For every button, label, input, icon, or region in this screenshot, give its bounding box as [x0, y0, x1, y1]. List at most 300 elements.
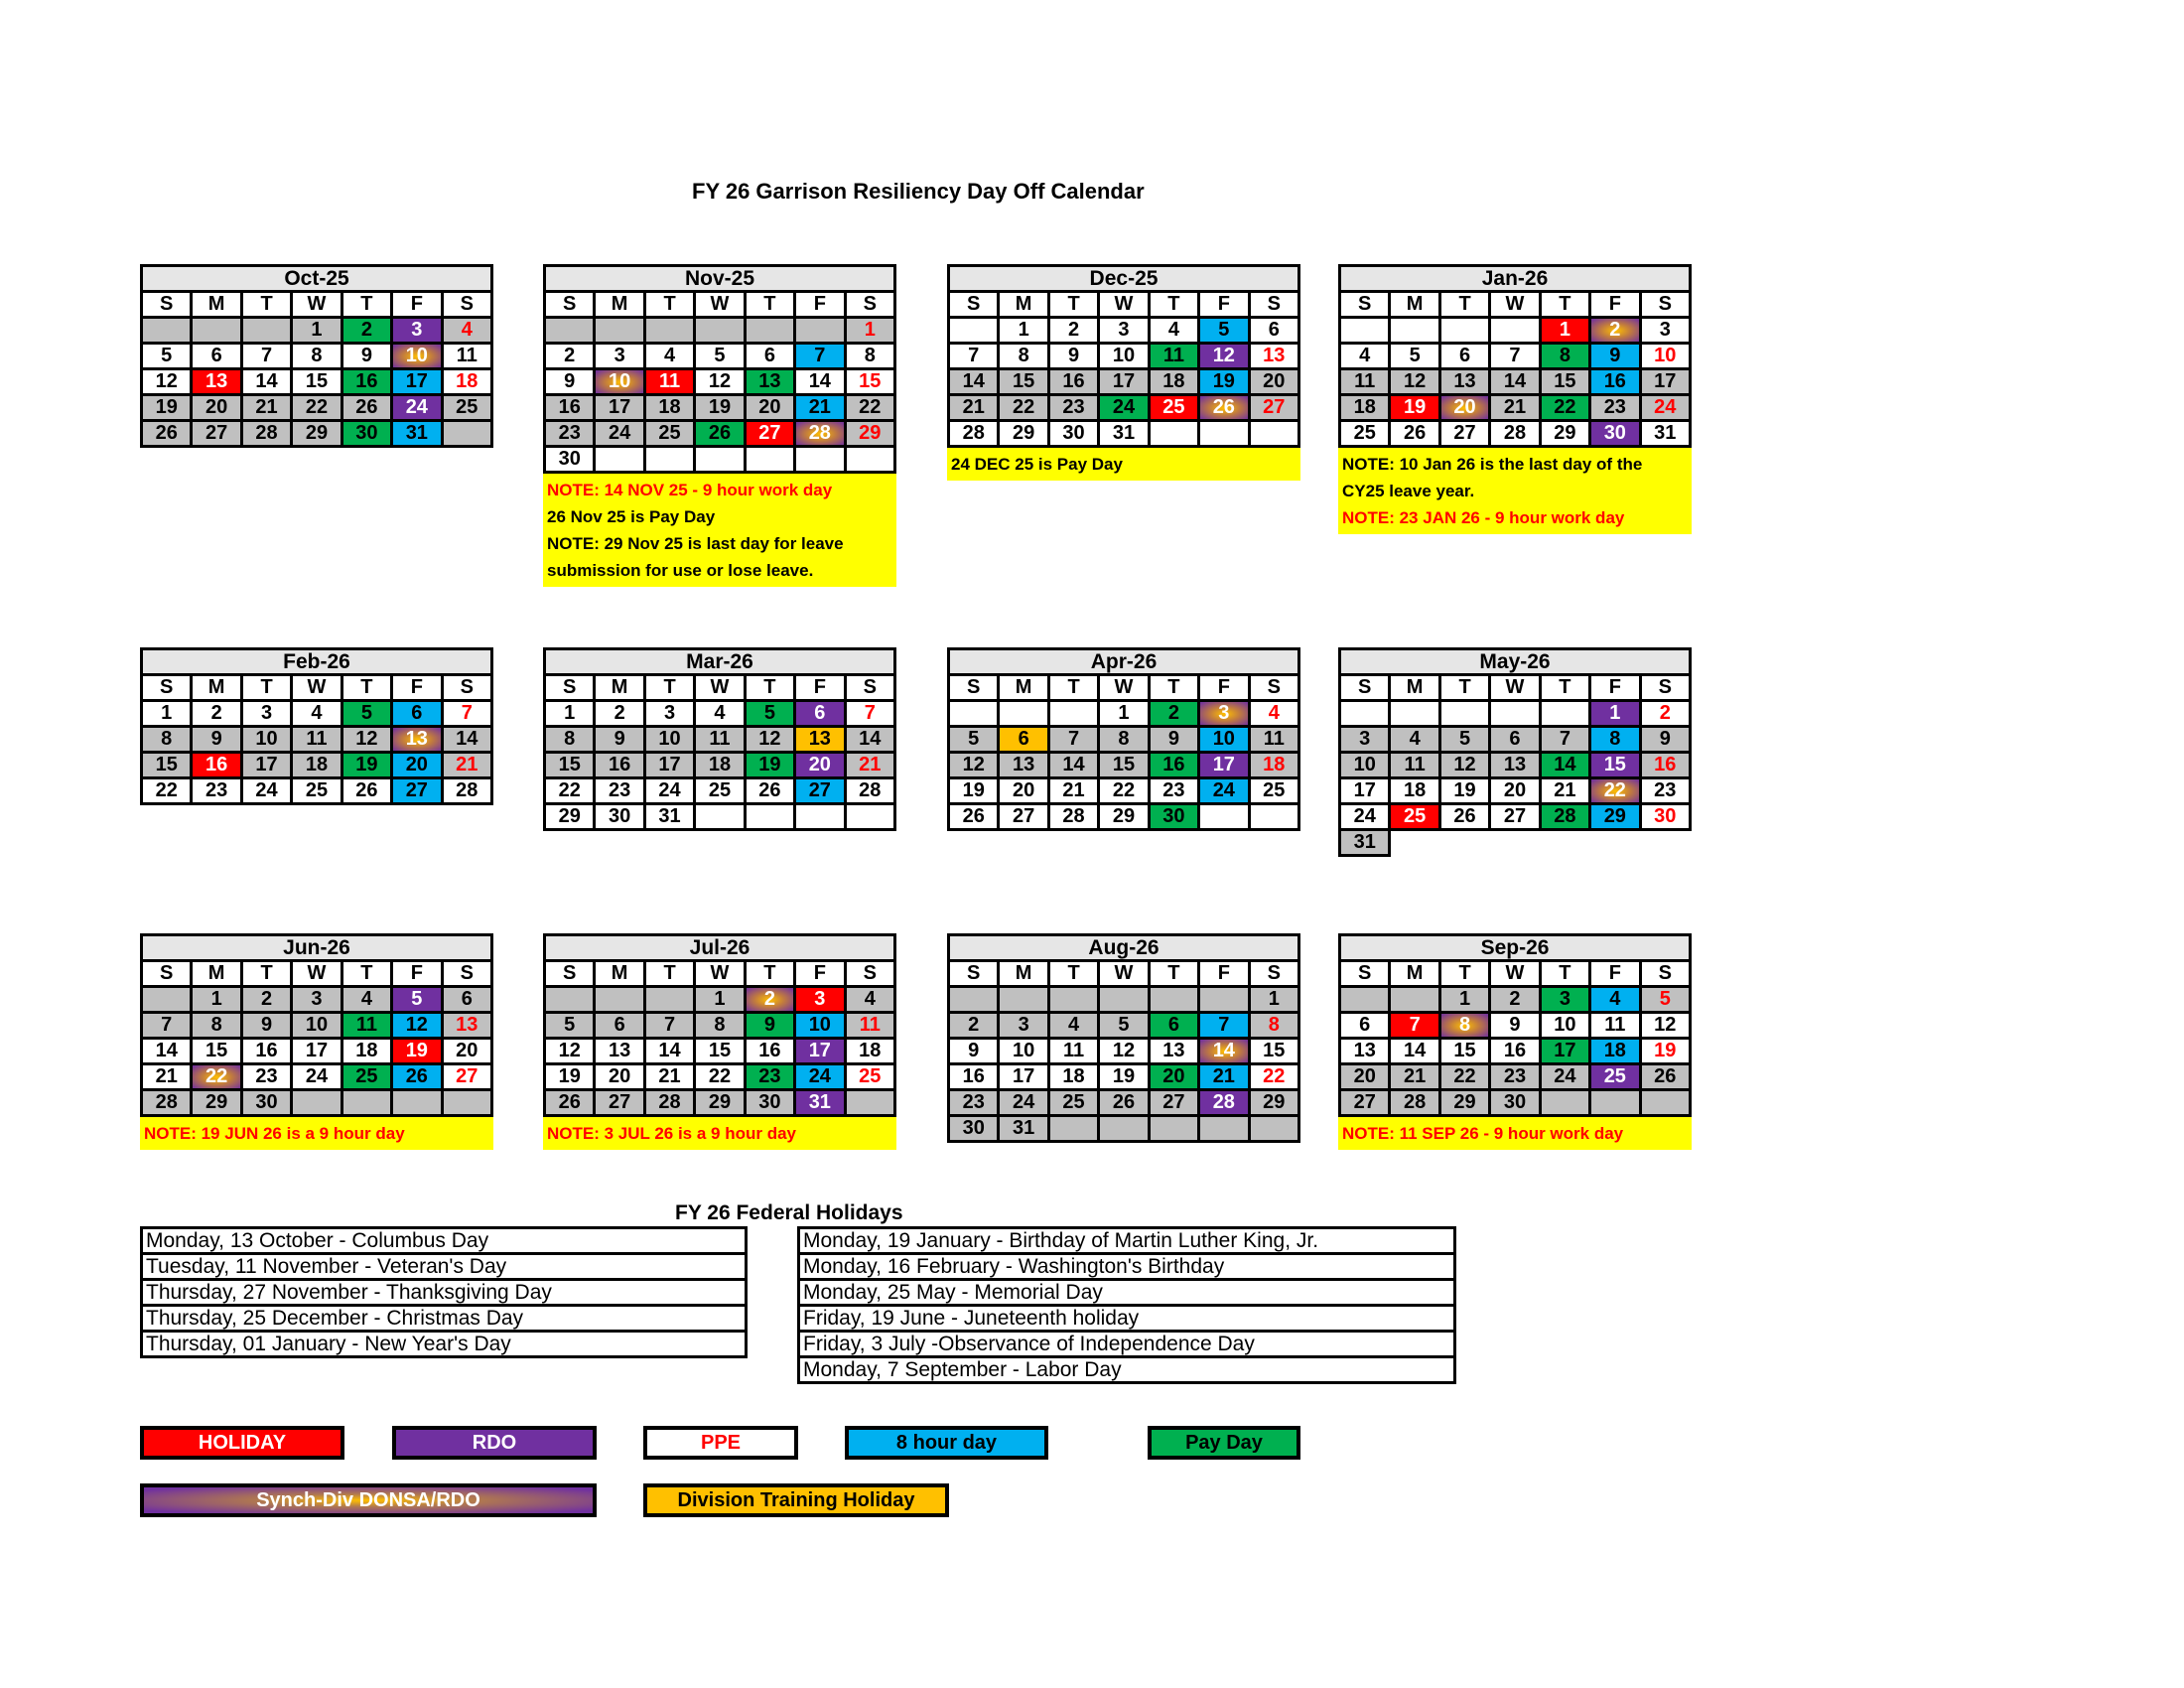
day-cell: 28 [1199, 1090, 1249, 1116]
day-cell: 16 [192, 753, 241, 778]
day-cell: 14 [795, 369, 845, 395]
month-note [1338, 1117, 1692, 1150]
weekday-label: S [545, 292, 595, 318]
day-cell: 20 [745, 395, 794, 421]
day-cell: 6 [442, 987, 491, 1013]
day-cell: 28 [644, 1090, 694, 1116]
day-cell: 5 [545, 1013, 595, 1039]
day-cell [1390, 701, 1439, 727]
note-line: 26 Nov 25 is Pay Day [547, 507, 716, 526]
day-cell: 4 [1340, 344, 1390, 369]
day-cell: 18 [1590, 1039, 1640, 1064]
holidays-table-right [797, 1226, 1456, 1384]
weekday-label: S [949, 292, 999, 318]
day-cell: 22 [999, 395, 1048, 421]
day-cell: 23 [595, 778, 644, 804]
day-cell: 24 [795, 1064, 845, 1090]
day-cell: 8 [545, 727, 595, 753]
day-cell: 16 [745, 1039, 794, 1064]
weekday-label: S [1249, 292, 1298, 318]
day-cell: 18 [1390, 778, 1439, 804]
month-header: Mar-26 [545, 649, 895, 675]
day-cell: 20 [442, 1039, 491, 1064]
day-cell: 4 [341, 987, 391, 1013]
day-cell: 16 [1590, 369, 1640, 395]
day-cell: 30 [1590, 421, 1640, 447]
day-cell [745, 447, 794, 473]
day-cell: 29 [545, 804, 595, 830]
day-cell: 7 [1490, 344, 1540, 369]
weekday-label: M [1390, 961, 1439, 987]
day-cell [1149, 987, 1198, 1013]
month-calendar [1338, 264, 1692, 534]
day-cell: 3 [392, 318, 442, 344]
day-cell: 24 [1099, 395, 1149, 421]
day-cell [745, 318, 794, 344]
day-cell: 8 [1540, 344, 1589, 369]
weekday-label: S [442, 961, 491, 987]
day-cell: 1 [695, 987, 745, 1013]
day-cell [392, 1090, 442, 1116]
weekday-label: W [292, 675, 341, 701]
day-cell: 3 [795, 987, 845, 1013]
day-cell: 5 [1439, 727, 1489, 753]
day-cell: 8 [845, 344, 894, 369]
day-cell [1540, 1090, 1589, 1116]
day-cell: 5 [341, 701, 391, 727]
day-cell: 22 [142, 778, 192, 804]
month-note [543, 474, 896, 587]
day-cell [1149, 421, 1198, 447]
day-cell [644, 447, 694, 473]
day-cell: 6 [1340, 1013, 1390, 1039]
day-cell: 30 [949, 1116, 999, 1142]
day-cell [1099, 1116, 1149, 1142]
day-cell: 27 [1439, 421, 1489, 447]
day-cell: 5 [949, 727, 999, 753]
day-cell: 6 [1249, 318, 1298, 344]
day-cell: 26 [341, 395, 391, 421]
day-cell: 14 [1199, 1039, 1249, 1064]
day-cell [1340, 318, 1390, 344]
day-cell [1590, 1090, 1640, 1116]
day-cell: 8 [1099, 727, 1149, 753]
day-cell: 9 [1048, 344, 1098, 369]
holiday-row: Thursday, 27 November - Thanksgiving Day [142, 1280, 747, 1306]
day-cell: 11 [341, 1013, 391, 1039]
day-cell: 11 [1340, 369, 1390, 395]
day-cell: 27 [1340, 1090, 1390, 1116]
day-cell [1199, 987, 1249, 1013]
day-cell: 7 [644, 1013, 694, 1039]
weekday-label: S [1640, 961, 1690, 987]
weekday-label: M [595, 675, 644, 701]
day-cell [595, 318, 644, 344]
day-cell: 29 [292, 421, 341, 447]
weekday-label: T [745, 961, 794, 987]
note-line: NOTE: 29 Nov 25 is last day for leave submission for use or lose leave. [547, 534, 844, 580]
day-cell [1149, 1116, 1198, 1142]
month-header: Dec-25 [949, 266, 1299, 292]
day-cell [1340, 987, 1390, 1013]
day-cell: 8 [1249, 1013, 1298, 1039]
day-cell [142, 987, 192, 1013]
month-header: Feb-26 [142, 649, 492, 675]
day-cell: 30 [1048, 421, 1098, 447]
day-cell: 16 [341, 369, 391, 395]
day-cell [545, 987, 595, 1013]
day-cell: 13 [999, 753, 1048, 778]
day-cell [1048, 987, 1098, 1013]
day-cell: 24 [292, 1064, 341, 1090]
day-cell: 20 [999, 778, 1048, 804]
day-cell [1249, 804, 1298, 830]
day-cell [795, 447, 845, 473]
day-cell: 16 [1640, 753, 1690, 778]
day-cell: 17 [795, 1039, 845, 1064]
weekday-label: T [644, 675, 694, 701]
day-cell: 12 [745, 727, 794, 753]
day-cell: 22 [695, 1064, 745, 1090]
weekday-label: T [1439, 292, 1489, 318]
day-cell: 31 [1099, 421, 1149, 447]
day-cell: 18 [1249, 753, 1298, 778]
day-cell: 19 [1099, 1064, 1149, 1090]
month-header: Jan-26 [1340, 266, 1691, 292]
day-cell: 9 [745, 1013, 794, 1039]
day-cell: 26 [142, 421, 192, 447]
day-cell: 4 [1590, 987, 1640, 1013]
day-cell: 14 [142, 1039, 192, 1064]
day-cell [999, 701, 1048, 727]
day-cell: 8 [1590, 727, 1640, 753]
day-cell: 7 [1390, 1013, 1439, 1039]
day-cell: 27 [1149, 1090, 1198, 1116]
day-cell: 20 [1249, 369, 1298, 395]
weekday-label: F [795, 675, 845, 701]
weekday-label: T [1540, 292, 1589, 318]
day-cell: 24 [1540, 1064, 1589, 1090]
day-cell: 11 [1249, 727, 1298, 753]
weekday-label: S [1640, 675, 1690, 701]
day-cell: 26 [341, 778, 391, 804]
day-cell: 29 [192, 1090, 241, 1116]
weekday-label: T [1048, 961, 1098, 987]
day-cell: 9 [1590, 344, 1640, 369]
day-cell: 16 [595, 753, 644, 778]
weekday-label: W [695, 292, 745, 318]
weekday-label: S [545, 675, 595, 701]
day-cell: 7 [442, 701, 491, 727]
day-cell [442, 421, 491, 447]
holiday-row: Friday, 19 June - Juneteenth holiday [799, 1306, 1455, 1332]
day-cell: 7 [241, 344, 291, 369]
month-calendar [140, 264, 493, 448]
day-cell: 1 [1249, 987, 1298, 1013]
day-cell: 23 [1048, 395, 1098, 421]
day-cell: 31 [392, 421, 442, 447]
note-line: NOTE: 10 Jan 26 is the last day of the CY25 leave year. [1342, 455, 1643, 500]
day-cell: 29 [999, 421, 1048, 447]
day-cell: 25 [845, 1064, 894, 1090]
day-cell: 13 [795, 727, 845, 753]
day-cell: 25 [644, 421, 694, 447]
day-cell: 6 [1149, 1013, 1198, 1039]
day-cell: 28 [1540, 804, 1589, 830]
day-cell: 9 [949, 1039, 999, 1064]
day-cell: 15 [845, 369, 894, 395]
day-cell: 7 [795, 344, 845, 369]
legend-synch-div-donsa-rdo: Synch-Div DONSA/RDO [140, 1483, 597, 1517]
day-cell: 19 [545, 1064, 595, 1090]
day-cell: 5 [745, 701, 794, 727]
day-cell: 30 [241, 1090, 291, 1116]
day-cell: 21 [845, 753, 894, 778]
day-cell: 20 [392, 753, 442, 778]
day-cell: 26 [1199, 395, 1249, 421]
day-cell: 17 [999, 1064, 1048, 1090]
day-cell: 23 [1149, 778, 1198, 804]
weekday-label: T [1540, 961, 1589, 987]
day-cell: 18 [1149, 369, 1198, 395]
day-cell: 1 [142, 701, 192, 727]
day-cell: 8 [192, 1013, 241, 1039]
day-cell: 1 [292, 318, 341, 344]
day-cell: 16 [1490, 1039, 1540, 1064]
day-cell: 1 [192, 987, 241, 1013]
day-cell: 4 [1048, 1013, 1098, 1039]
weekday-label: F [392, 292, 442, 318]
day-cell: 10 [1199, 727, 1249, 753]
day-cell [1490, 701, 1540, 727]
holiday-row: Tuesday, 11 November - Veteran's Day [142, 1254, 747, 1280]
day-cell: 15 [292, 369, 341, 395]
day-cell: 12 [1099, 1039, 1149, 1064]
day-cell: 30 [1149, 804, 1198, 830]
day-cell: 4 [1249, 701, 1298, 727]
day-cell: 9 [1640, 727, 1690, 753]
weekday-label: W [292, 961, 341, 987]
day-cell: 1 [545, 701, 595, 727]
month-header: Jul-26 [545, 935, 895, 961]
day-cell: 21 [1540, 778, 1589, 804]
day-cell [695, 447, 745, 473]
note-line: NOTE: 11 SEP 26 - 9 hour work day [1342, 1124, 1624, 1143]
day-cell: 30 [745, 1090, 794, 1116]
day-cell: 28 [845, 778, 894, 804]
day-cell: 10 [644, 727, 694, 753]
weekday-label: F [1199, 292, 1249, 318]
month-calendar [543, 933, 896, 1150]
day-cell: 4 [1390, 727, 1439, 753]
day-cell: 10 [1099, 344, 1149, 369]
day-cell: 16 [241, 1039, 291, 1064]
weekday-label: M [1390, 292, 1439, 318]
day-cell: 20 [1439, 395, 1489, 421]
day-cell: 18 [1340, 395, 1390, 421]
day-cell: 28 [1390, 1090, 1439, 1116]
day-cell: 29 [1540, 421, 1589, 447]
page-title: FY 26 Garrison Resiliency Day Off Calendar [692, 179, 1145, 204]
weekday-label: F [795, 961, 845, 987]
day-cell: 16 [545, 395, 595, 421]
day-cell: 12 [949, 753, 999, 778]
weekday-label: F [1199, 675, 1249, 701]
weekday-label: S [142, 675, 192, 701]
weekday-label: S [1640, 292, 1690, 318]
day-cell: 2 [1490, 987, 1540, 1013]
weekday-label: F [1590, 675, 1640, 701]
weekday-label: T [241, 675, 291, 701]
day-cell: 11 [292, 727, 341, 753]
holiday-row: Thursday, 01 January - New Year's Day [142, 1332, 747, 1357]
weekday-label: W [1490, 292, 1540, 318]
day-cell: 27 [1249, 395, 1298, 421]
day-cell: 13 [595, 1039, 644, 1064]
day-cell: 25 [1249, 778, 1298, 804]
weekday-label: T [1149, 675, 1198, 701]
day-cell: 25 [1149, 395, 1198, 421]
weekday-label: F [392, 961, 442, 987]
day-cell: 6 [999, 727, 1048, 753]
day-cell [192, 318, 241, 344]
day-cell: 12 [545, 1039, 595, 1064]
day-cell: 20 [795, 753, 845, 778]
day-cell: 14 [644, 1039, 694, 1064]
day-cell: 28 [241, 421, 291, 447]
day-cell: 1 [1099, 701, 1149, 727]
day-cell [1540, 701, 1589, 727]
note-line: 24 DEC 25 is Pay Day [951, 455, 1123, 474]
month-header: May-26 [1340, 649, 1691, 675]
day-cell: 3 [1099, 318, 1149, 344]
weekday-label: F [1199, 961, 1249, 987]
day-cell [695, 318, 745, 344]
day-cell: 3 [292, 987, 341, 1013]
day-cell: 21 [795, 395, 845, 421]
day-cell: 17 [1199, 753, 1249, 778]
day-cell: 25 [695, 778, 745, 804]
day-cell: 8 [695, 1013, 745, 1039]
month-note [947, 448, 1300, 481]
day-cell [845, 447, 894, 473]
day-cell [1249, 1116, 1298, 1142]
day-cell: 27 [192, 421, 241, 447]
holiday-row: Thursday, 25 December - Christmas Day [142, 1306, 747, 1332]
day-cell: 21 [241, 395, 291, 421]
weekday-label: W [1099, 675, 1149, 701]
day-cell: 11 [644, 369, 694, 395]
day-cell [1199, 421, 1249, 447]
day-cell: 17 [1540, 1039, 1589, 1064]
day-cell: 19 [341, 753, 391, 778]
weekday-label: M [999, 675, 1048, 701]
weekday-label: T [1439, 961, 1489, 987]
day-cell: 7 [1048, 727, 1098, 753]
day-cell: 22 [1249, 1064, 1298, 1090]
day-cell [1439, 701, 1489, 727]
legend-pay-day: Pay Day [1148, 1426, 1300, 1460]
weekday-label: T [341, 292, 391, 318]
day-cell: 25 [1590, 1064, 1640, 1090]
day-cell: 21 [1490, 395, 1540, 421]
day-cell: 1 [999, 318, 1048, 344]
day-cell [745, 804, 794, 830]
day-cell: 2 [1590, 318, 1640, 344]
day-cell [545, 318, 595, 344]
month-calendar [947, 933, 1300, 1143]
day-cell: 19 [949, 778, 999, 804]
day-cell: 3 [241, 701, 291, 727]
holiday-row: Monday, 16 February - Washington's Birthday [799, 1254, 1455, 1280]
day-cell: 10 [241, 727, 291, 753]
day-cell: 27 [795, 778, 845, 804]
day-cell: 16 [1048, 369, 1098, 395]
month-calendar [140, 933, 493, 1150]
day-cell: 9 [1490, 1013, 1540, 1039]
day-cell: 2 [341, 318, 391, 344]
day-cell: 11 [442, 344, 491, 369]
day-cell: 13 [1439, 369, 1489, 395]
day-cell: 8 [1439, 1013, 1489, 1039]
day-cell: 29 [1590, 804, 1640, 830]
day-cell: 10 [795, 1013, 845, 1039]
day-cell: 26 [545, 1090, 595, 1116]
weekday-label: S [845, 292, 894, 318]
day-cell: 5 [142, 344, 192, 369]
day-cell: 17 [1099, 369, 1149, 395]
day-cell: 9 [241, 1013, 291, 1039]
weekday-label: S [1340, 675, 1390, 701]
month-calendar [543, 647, 896, 831]
day-cell: 29 [1439, 1090, 1489, 1116]
day-cell: 31 [1640, 421, 1690, 447]
note-line: NOTE: 23 JAN 26 - 9 hour work day [1342, 508, 1625, 527]
day-cell [1199, 1116, 1249, 1142]
day-cell: 24 [392, 395, 442, 421]
month-calendar [1338, 647, 1692, 857]
day-cell: 6 [795, 701, 845, 727]
weekday-label: T [745, 292, 794, 318]
day-cell: 28 [949, 421, 999, 447]
day-cell: 21 [1199, 1064, 1249, 1090]
weekday-label: S [949, 675, 999, 701]
month-calendar [1338, 933, 1692, 1150]
day-cell: 4 [1149, 318, 1198, 344]
day-cell: 7 [142, 1013, 192, 1039]
weekday-label: S [142, 961, 192, 987]
day-cell: 2 [1048, 318, 1098, 344]
day-cell: 23 [949, 1090, 999, 1116]
day-cell: 24 [1340, 804, 1390, 830]
day-cell: 5 [1390, 344, 1439, 369]
weekday-label: T [341, 675, 391, 701]
day-cell: 9 [192, 727, 241, 753]
day-cell: 27 [1490, 804, 1540, 830]
weekday-label: S [442, 675, 491, 701]
weekday-label: T [644, 961, 694, 987]
day-cell [999, 987, 1048, 1013]
legend-8-hour-day: 8 hour day [845, 1426, 1048, 1460]
day-cell: 24 [999, 1090, 1048, 1116]
day-cell: 10 [392, 344, 442, 369]
day-cell: 17 [644, 753, 694, 778]
day-cell: 23 [192, 778, 241, 804]
note-line: NOTE: 3 JUL 26 is a 9 hour day [547, 1124, 796, 1143]
weekday-label: T [341, 961, 391, 987]
day-cell: 24 [1640, 395, 1690, 421]
day-cell [949, 701, 999, 727]
